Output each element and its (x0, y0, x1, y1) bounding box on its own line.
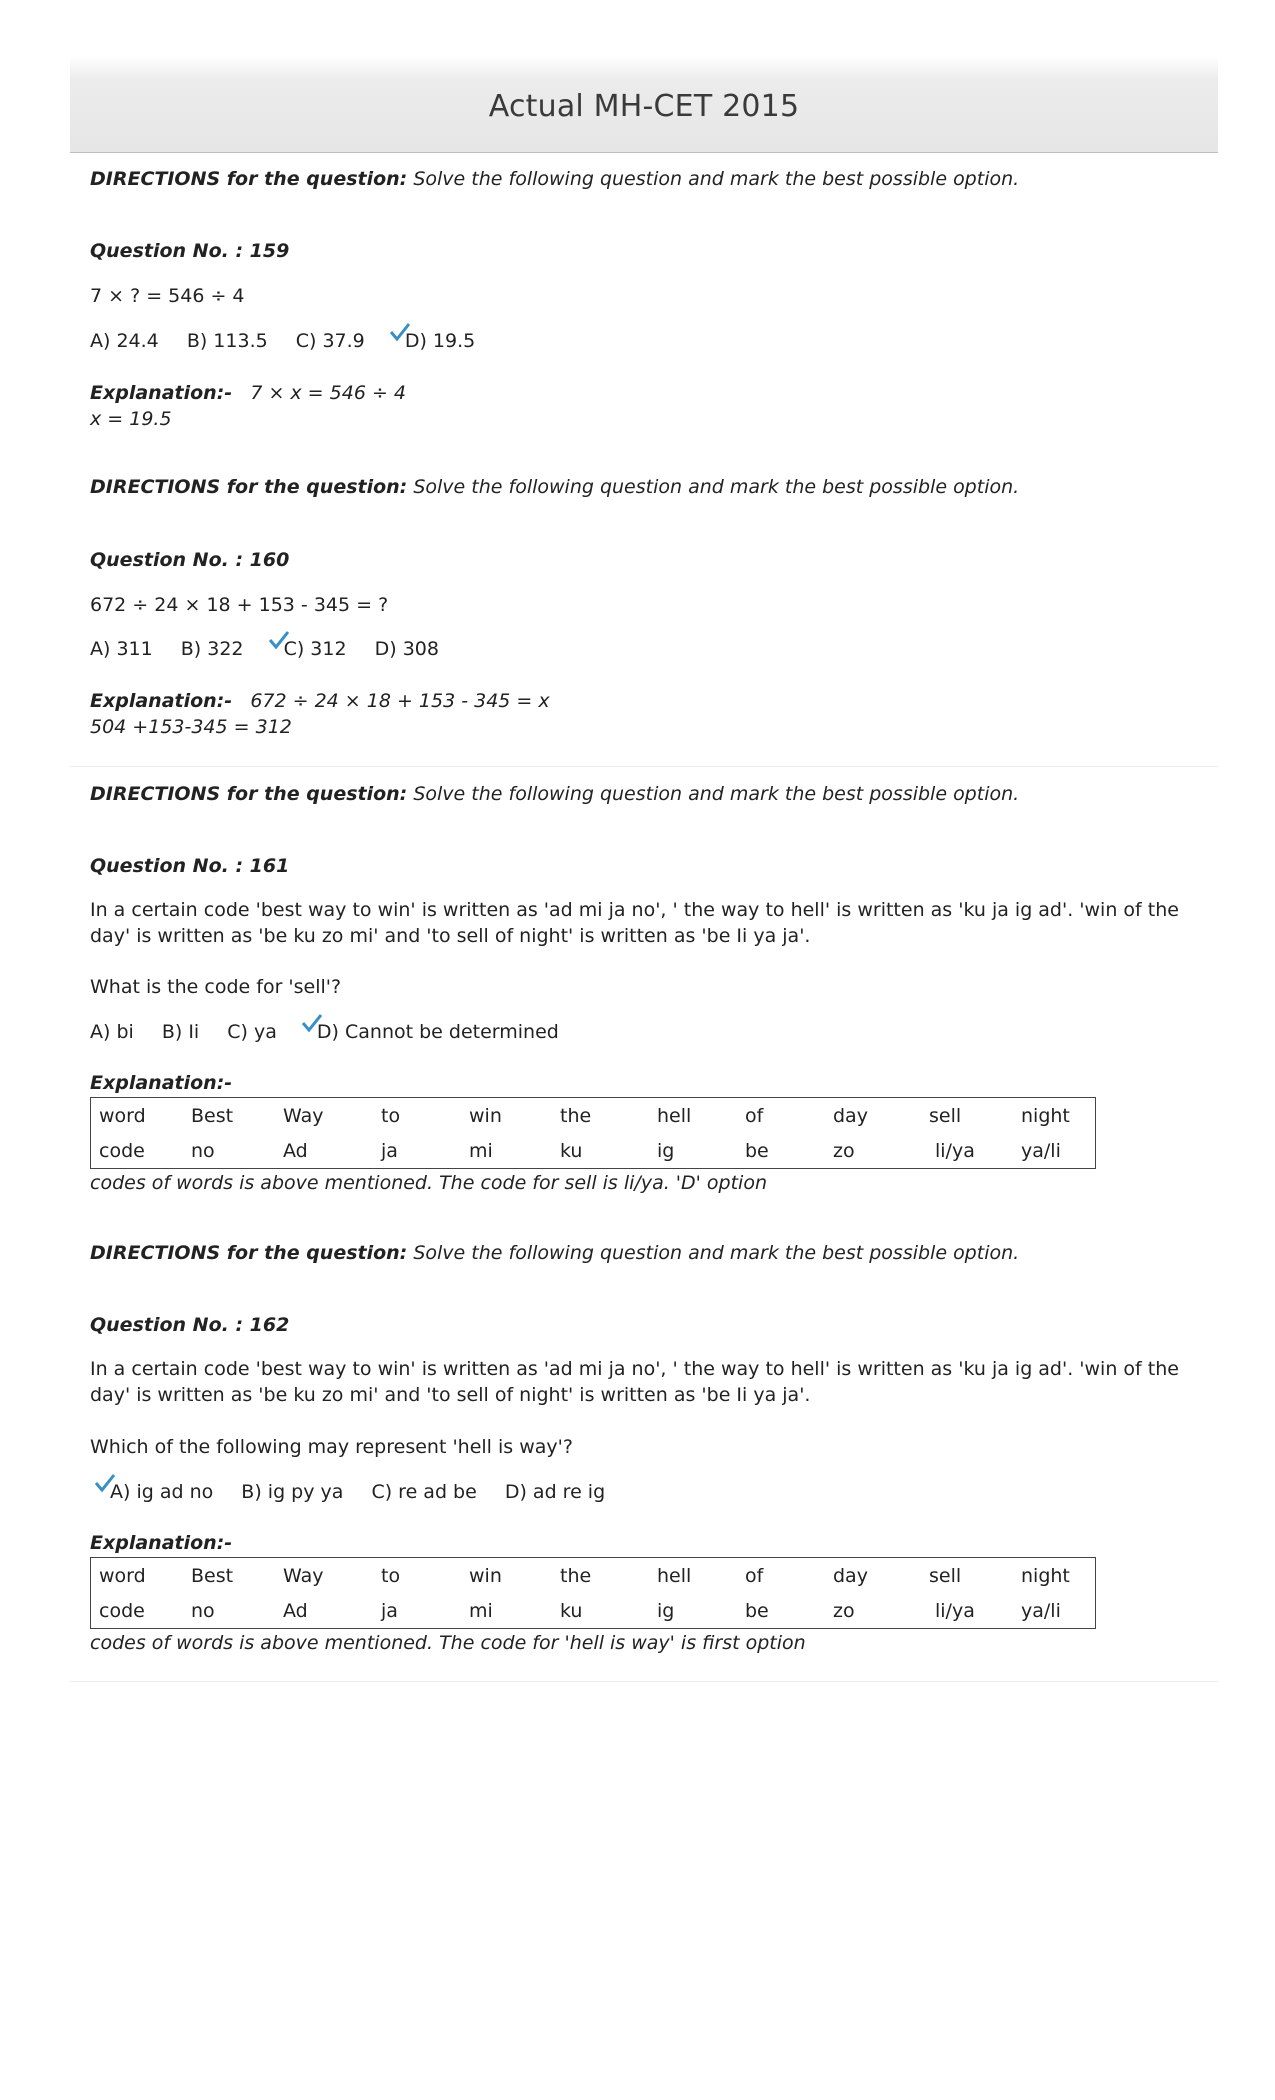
section-divider (70, 766, 1218, 767)
question-text: 672 ÷ 24 × 18 + 153 - 345 = ? (90, 594, 389, 616)
question-text: In a certain code 'best way to win' is written as 'ad mi ja no', ' the way to hell' is written as 'ku ja ig ad'. 'win of the day' is written as 'be ku zo mi' and 'to sell of night' is written as 'be Ii ya ja'. (90, 1358, 1179, 1406)
option-d-correct[interactable] (317, 1021, 559, 1043)
option-b[interactable]: B) 113.5 (186, 330, 268, 352)
table-cell: sell (929, 1104, 962, 1127)
code-table (90, 1097, 1096, 1169)
option-a[interactable]: A) 311 (90, 638, 153, 660)
table-cell: ku (560, 1599, 583, 1622)
explanation-line-1: 7 × x = 546 ÷ 4 (250, 382, 406, 404)
table-cell: ig (657, 1139, 675, 1162)
explanation-label: Explanation:- (90, 382, 233, 404)
table-cell: the (560, 1564, 592, 1587)
option-a: A) ig ad no (110, 1481, 214, 1503)
table-cell: mi (469, 1139, 493, 1162)
option-a[interactable]: A) 24.4 (90, 330, 159, 352)
directions-text: Solve the following question and mark the best possible option. (413, 476, 1020, 498)
table-cell: ya/li (1021, 1139, 1061, 1162)
table-cell: sell (929, 1564, 962, 1587)
table-cell: ja (381, 1599, 398, 1622)
explanation-line-2: x = 19.5 (90, 408, 172, 430)
options (90, 1021, 581, 1043)
table-cell: day (833, 1104, 868, 1127)
page-title: Actual MH-CET 2015 (488, 89, 800, 124)
table-cell: li/ya (935, 1599, 975, 1622)
directions (90, 783, 1019, 805)
table-cell: be (745, 1599, 769, 1622)
directions-label: DIRECTIONS for the question: (90, 168, 408, 190)
table-cell: Way (283, 1104, 324, 1127)
table-row (91, 1593, 1096, 1629)
table-cell: ya/li (1021, 1599, 1061, 1622)
section-divider (70, 1681, 1218, 1682)
table-cell: day (833, 1564, 868, 1587)
table-cell: the (560, 1104, 592, 1127)
explanation (90, 690, 550, 712)
option-b[interactable]: B) Ii (161, 1021, 200, 1043)
table-cell: Best (191, 1564, 234, 1587)
explanation-label (90, 1072, 232, 1094)
options (90, 638, 461, 660)
option-d-correct[interactable] (405, 330, 475, 352)
table-cell: no (191, 1139, 215, 1162)
option-c[interactable]: C) re ad be (371, 1481, 477, 1503)
checkmark-icon (94, 1472, 116, 1494)
table-cell: hell (657, 1104, 692, 1127)
explanation-line-1: 672 ÷ 24 × 18 + 153 - 345 = x (250, 690, 550, 712)
explanation-note: codes of words is above mentioned. The code for 'hell is way' is first option (90, 1632, 806, 1654)
question-prompt: What is the code for 'sell'? (90, 976, 342, 998)
code-table (90, 1557, 1096, 1629)
table-cell: win (469, 1564, 502, 1587)
table-cell: to (381, 1564, 401, 1587)
explanation-line-2: 504 +153-345 = 312 (90, 716, 292, 738)
table-cell: Way (283, 1564, 324, 1587)
table-cell: be (745, 1139, 769, 1162)
question-text: 7 × ? = 546 ÷ 4 (90, 285, 245, 307)
explanation-label (90, 1532, 232, 1554)
directions (90, 1242, 1019, 1264)
table-cell: of (745, 1104, 764, 1127)
table-cell: li/ya (935, 1139, 975, 1162)
question-prompt: Which of the following may represent 'hell is way'? (90, 1436, 573, 1458)
directions-label: DIRECTIONS for the question: (90, 476, 408, 498)
table-cell: ja (381, 1139, 398, 1162)
explanation (90, 382, 406, 404)
table-cell: zo (833, 1139, 855, 1162)
table-cell: of (745, 1564, 764, 1587)
table-cell: Ad (283, 1599, 308, 1622)
question-number: Question No. : 159 (90, 240, 290, 262)
table-row (91, 1558, 1096, 1594)
question-number: Question No. : 161 (90, 855, 290, 877)
directions-text: Solve the following question and mark the best possible option. (413, 168, 1020, 190)
option-c-correct[interactable] (284, 638, 347, 660)
directions-label: DIRECTIONS for the question: (90, 783, 408, 805)
option-d: D) Cannot be determined (316, 1021, 559, 1043)
table-cell: code (99, 1139, 145, 1162)
table-cell: Ad (283, 1139, 308, 1162)
checkmark-icon (301, 1012, 323, 1034)
directions (90, 168, 1019, 190)
explanation-label-text: Explanation:- (90, 1072, 233, 1094)
option-b[interactable]: B) ig py ya (241, 1481, 344, 1503)
option-b[interactable]: B) 322 (180, 638, 244, 660)
option-c[interactable]: C) 37.9 (295, 330, 365, 352)
explanation-note: codes of words is above mentioned. The code for sell is li/ya. 'D' option (90, 1172, 767, 1194)
table-cell: mi (469, 1599, 493, 1622)
option-c: C) 312 (283, 638, 347, 660)
directions-text: Solve the following question and mark the best possible option. (413, 783, 1020, 805)
table-row (91, 1133, 1096, 1169)
table-cell: ig (657, 1599, 675, 1622)
option-d[interactable]: D) 308 (374, 638, 439, 660)
table-cell: code (99, 1599, 145, 1622)
option-d: D) 19.5 (404, 330, 476, 352)
options (110, 1481, 627, 1503)
question-number: Question No. : 160 (90, 549, 290, 571)
option-d[interactable]: D) ad re ig (504, 1481, 606, 1503)
directions (90, 476, 1019, 498)
table-cell: win (469, 1104, 502, 1127)
explanation-label: Explanation:- (90, 690, 233, 712)
table-row (91, 1098, 1096, 1134)
table-cell: word (99, 1104, 146, 1127)
checkmark-icon (268, 629, 290, 651)
checkmark-icon (389, 321, 411, 343)
option-a[interactable]: A) bi (90, 1021, 134, 1043)
table-cell: ku (560, 1139, 583, 1162)
directions-label: DIRECTIONS for the question: (90, 1242, 408, 1264)
table-cell: no (191, 1599, 215, 1622)
explanation-label-text: Explanation:- (90, 1532, 233, 1554)
table-cell: zo (833, 1599, 855, 1622)
table-cell: Best (191, 1104, 234, 1127)
table-cell: night (1021, 1104, 1070, 1127)
question-number: Question No. : 162 (90, 1314, 290, 1336)
table-cell: hell (657, 1564, 692, 1587)
options (90, 330, 497, 352)
table-cell: night (1021, 1564, 1070, 1587)
directions-text: Solve the following question and mark the best possible option. (413, 1242, 1020, 1264)
page-header (70, 56, 1218, 153)
option-a-correct[interactable] (110, 1481, 213, 1503)
question-text: In a certain code 'best way to win' is written as 'ad mi ja no', ' the way to hell' is written as 'ku ja ig ad'. 'win of the day' is written as 'be ku zo mi' and 'to sell of night' is written as 'be Ii ya ja'. (90, 899, 1179, 947)
table-cell: word (99, 1564, 146, 1587)
table-cell: to (381, 1104, 401, 1127)
option-c[interactable]: C) ya (227, 1021, 277, 1043)
